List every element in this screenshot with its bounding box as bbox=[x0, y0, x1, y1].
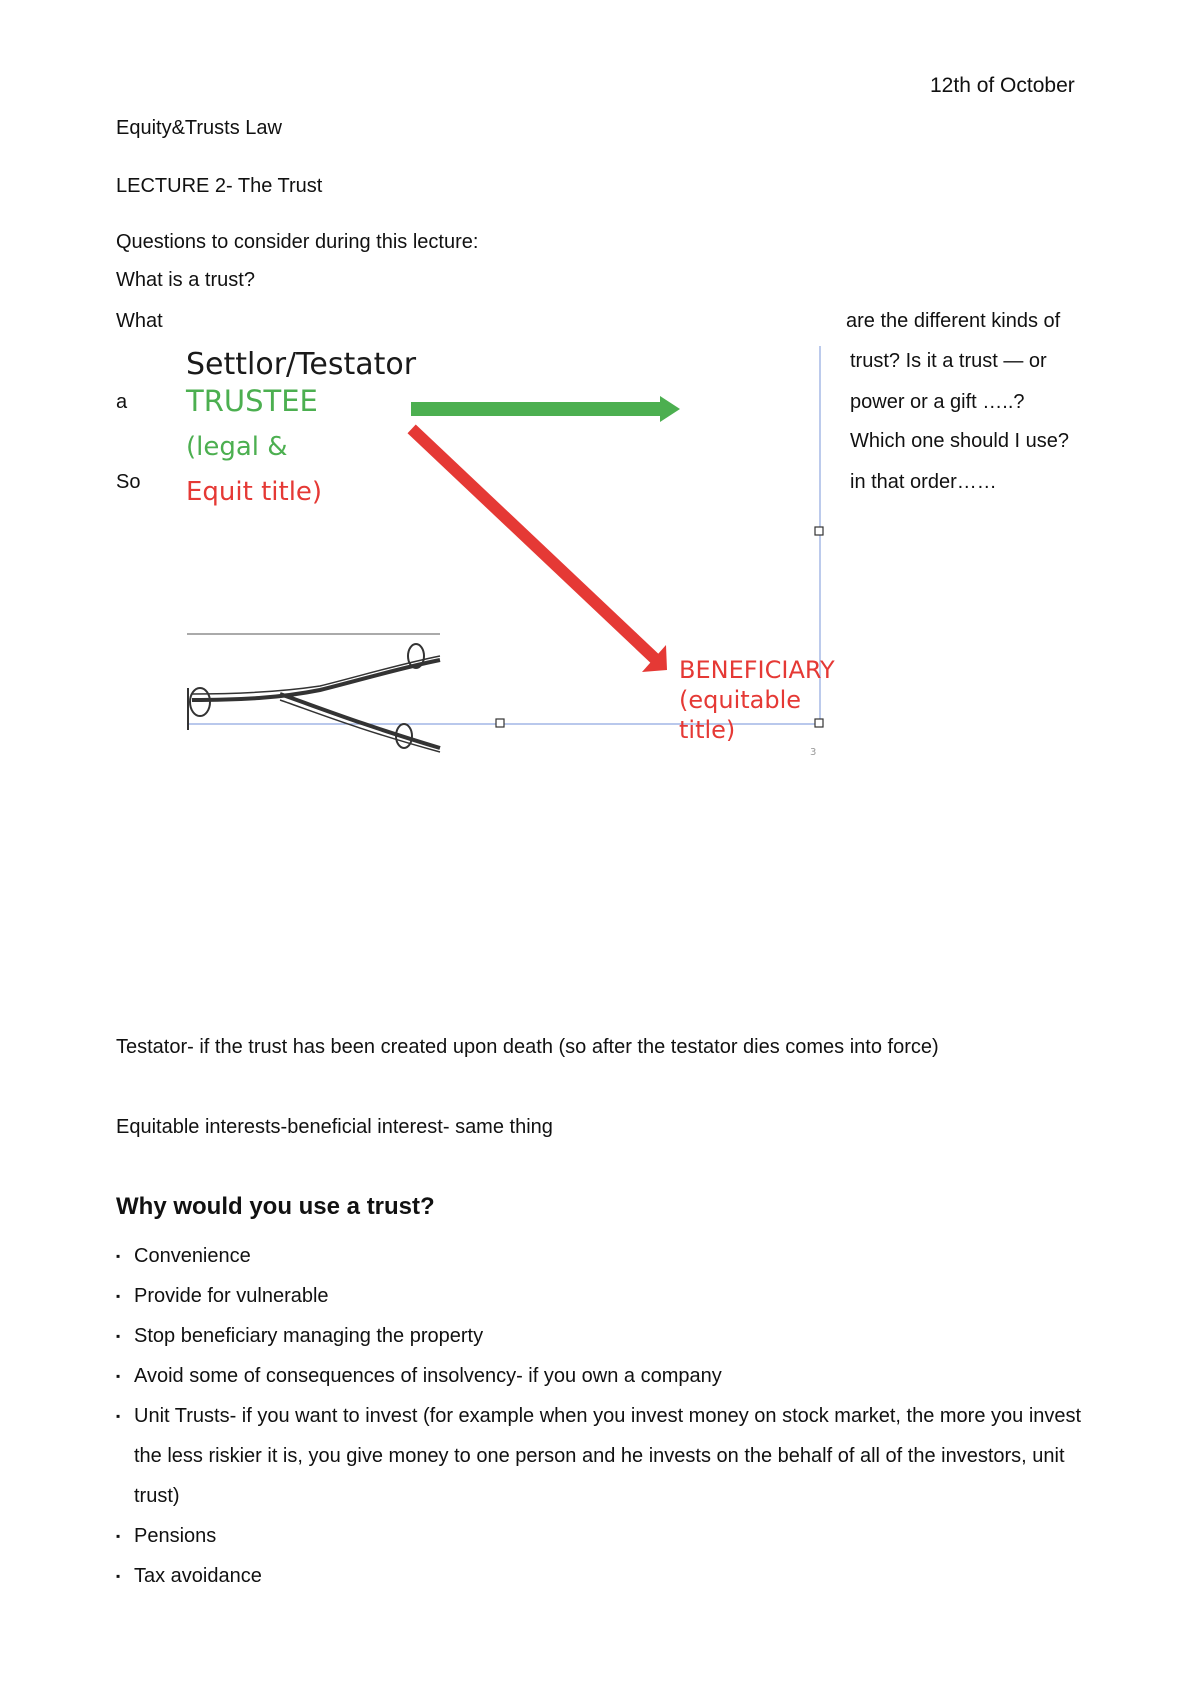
course-title: Equity&Trusts Law bbox=[116, 117, 282, 139]
equitable-title-label: (equitable bbox=[679, 686, 802, 714]
green-arrow bbox=[411, 396, 680, 422]
date-header: 12th of October bbox=[930, 74, 1075, 97]
equitable-note: Equitable interests-beneficial interest- same thing bbox=[116, 1116, 553, 1138]
list-item: ▪ Avoid some of consequences of insolvency- if you own a company bbox=[116, 1356, 1096, 1396]
list-item: ▪ Provide for vulnerable bbox=[116, 1276, 1096, 1316]
question-fragment-a: a bbox=[116, 391, 128, 413]
list-item: ▪ Unit Trusts- if you want to invest (for example when you invest money on stock market, the more you invest the less riskier it is, you give money to one person and he invests on the behalf of all of the investors, unit trust) bbox=[116, 1396, 1096, 1516]
list-item: ▪ Tax avoidance bbox=[116, 1556, 1096, 1596]
equit-title-label: Equit title) bbox=[186, 477, 323, 507]
selection-handle-bottom[interactable] bbox=[496, 719, 504, 727]
question-fragment-what: What bbox=[116, 310, 163, 332]
question-fragment-so: So bbox=[116, 471, 141, 493]
trust-diagram bbox=[0, 0, 1200, 780]
question-trust-or-line: trust? Is it a trust — or bbox=[850, 350, 1047, 372]
question-order-line: in that order…… bbox=[850, 471, 997, 493]
slide-number: 3 bbox=[810, 747, 817, 758]
section-heading: Why would you use a trust? bbox=[116, 1193, 435, 1220]
list-item: ▪ Pensions bbox=[116, 1516, 1096, 1556]
list-item: ▪ Stop beneficiary managing the property bbox=[116, 1316, 1096, 1356]
settlor-label: Settlor/Testator bbox=[186, 347, 417, 382]
testator-note: Testator- if the trust has been created upon death (so after the testator dies comes into force) bbox=[116, 1036, 939, 1058]
reasons-list bbox=[116, 1236, 1096, 1596]
question-power-gift-line: power or a gift …..? bbox=[850, 391, 1025, 413]
red-arrow bbox=[416, 433, 667, 672]
selection-handle-corner[interactable] bbox=[815, 719, 823, 727]
legal-title-label: (legal & bbox=[186, 432, 288, 462]
list-item: ▪ Convenience bbox=[116, 1236, 1096, 1276]
selection-handle-right[interactable] bbox=[815, 527, 823, 535]
question-kinds-line: are the different kinds of bbox=[846, 310, 1061, 332]
title-label: title) bbox=[679, 716, 736, 744]
lecture-title: LECTURE 2- The Trust bbox=[116, 175, 323, 197]
trustee-label: TRUSTEE bbox=[186, 384, 318, 418]
question-which-one-line: Which one should I use? bbox=[850, 430, 1070, 452]
beneficiary-label: BENEFICIARY bbox=[679, 656, 835, 684]
rope-illustration bbox=[187, 634, 440, 752]
question-what-is-trust: What is a trust? bbox=[116, 269, 255, 291]
questions-intro: Questions to consider during this lecture: bbox=[116, 231, 479, 253]
